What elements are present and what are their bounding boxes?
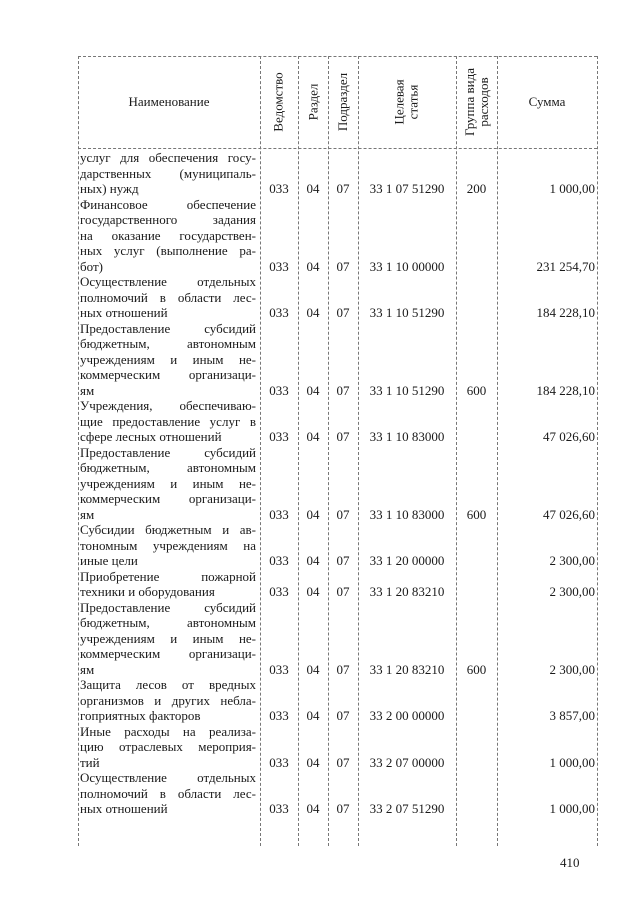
row-vedomstvo: 033	[269, 584, 289, 599]
row-vedomstvo: 033	[269, 429, 289, 444]
row-razdel: 04	[306, 382, 320, 398]
header-summa: Сумма	[528, 94, 566, 109]
row-name-line: тономным учреждениям на	[80, 537, 256, 553]
header-vedomstvo-label: Ведомство	[271, 72, 286, 132]
row-gruppa: 600	[466, 506, 487, 522]
row-summa: 47 026,60	[543, 429, 595, 444]
row-name-line: полномочий в области лес-	[80, 785, 256, 801]
row-name-line: коммерческим организаци-	[80, 646, 256, 661]
header-celevaya	[358, 56, 456, 148]
row-name	[80, 445, 256, 523]
row-name	[80, 724, 256, 771]
table-row	[78, 274, 597, 321]
row-name-line: ных) нужд	[80, 181, 139, 196]
page-number: 410	[560, 855, 580, 870]
row-name-line: техники и оборудования	[80, 584, 215, 599]
row-name-line: цию отраслевых мероприя-	[80, 739, 256, 754]
row-razdel: 04	[306, 584, 320, 599]
row-celevaya: 33 1 10 00000	[369, 258, 445, 274]
row-podrazdel: 07	[336, 661, 350, 677]
row-name-line: государственного задания	[80, 212, 256, 227]
table-row	[78, 770, 597, 817]
table-row	[78, 724, 597, 771]
header-name: Наименование	[128, 94, 210, 109]
row-name-line: организмов и других небла-	[80, 692, 256, 708]
row-summa: 231 254,70	[536, 258, 595, 274]
row-name-line: Осуществление отдельных	[80, 274, 256, 289]
row-celevaya: 33 1 10 51290	[369, 382, 445, 398]
row-name	[80, 398, 256, 445]
row-name-line: иные цели	[80, 553, 138, 568]
row-celevaya: 33 2 07 51290	[369, 801, 445, 816]
row-vedomstvo: 033	[269, 305, 289, 320]
row-name	[80, 321, 256, 399]
row-name-line: бюджетным, автономным	[80, 460, 256, 475]
row-vedomstvo: 033	[269, 708, 289, 723]
header-vedomstvo	[260, 56, 298, 148]
header-podrazdel-label: Подраздел	[335, 72, 351, 132]
row-name	[80, 197, 256, 275]
row-razdel: 04	[306, 553, 320, 568]
row-name-line: щие предоставление услуг в	[80, 413, 256, 429]
row-name-line: Учреждения, обеспечиваю-	[80, 398, 256, 413]
row-celevaya: 33 1 20 00000	[369, 553, 445, 568]
row-name-line: Предоставление субсидий	[80, 444, 256, 460]
row-celevaya: 33 1 07 51290	[369, 181, 445, 196]
row-podrazdel: 07	[336, 181, 350, 196]
table-row	[78, 569, 597, 600]
table-row	[78, 197, 597, 275]
row-summa: 184 228,10	[536, 305, 595, 320]
header-razdel-label: Раздел	[305, 83, 320, 121]
row-name	[80, 569, 256, 600]
row-razdel: 04	[306, 801, 320, 816]
row-podrazdel: 07	[336, 754, 350, 770]
header-podrazdel	[328, 56, 358, 148]
table-row	[78, 398, 597, 445]
row-vedomstvo: 033	[269, 181, 289, 196]
header-celevaya-label	[393, 79, 421, 124]
row-summa: 2 300,00	[549, 553, 595, 568]
row-name-line: Предоставление субсидий	[80, 320, 256, 336]
row-vedomstvo: 033	[269, 506, 289, 522]
row-name-line: Защита лесов от вредных	[80, 677, 256, 692]
row-podrazdel: 07	[336, 258, 350, 274]
row-summa: 47 026,60	[543, 506, 595, 522]
row-name-line: учреждениям и иным не-	[80, 351, 256, 367]
row-podrazdel: 07	[336, 382, 350, 398]
row-gruppa: 600	[466, 661, 487, 677]
row-summa: 184 228,10	[536, 382, 595, 398]
row-name-line: полномочий в области лес-	[80, 289, 256, 305]
row-name-line: ных отношений	[80, 801, 168, 816]
row-name	[80, 600, 256, 678]
row-celevaya: 33 1 10 51290	[369, 305, 445, 320]
row-name-line: бюджетным, автономным	[80, 336, 256, 351]
row-name-line: учреждениям и иным не-	[80, 475, 256, 491]
row-razdel: 04	[306, 181, 320, 196]
row-celevaya: 33 1 10 83000	[369, 429, 445, 444]
table-row	[78, 321, 597, 399]
header-celevaya-line2: статья	[405, 84, 421, 120]
header-celevaya-line1: Целевая	[391, 79, 407, 125]
row-vedomstvo: 033	[269, 661, 289, 677]
row-name-line: на оказание государствен-	[80, 227, 256, 243]
row-name-line: Осуществление отдельных	[80, 770, 256, 785]
row-podrazdel: 07	[336, 305, 350, 320]
row-vedomstvo: 033	[269, 382, 289, 398]
row-celevaya: 33 2 00 00000	[369, 708, 445, 723]
row-razdel: 04	[306, 506, 320, 522]
header-gruppa	[456, 56, 497, 148]
row-name-line: коммерческим организаци-	[80, 491, 256, 506]
row-name-line: тий	[80, 754, 100, 770]
row-vedomstvo: 033	[269, 754, 289, 770]
row-name-line: учреждениям и иным не-	[80, 630, 256, 646]
table-row	[78, 677, 597, 724]
row-name-line: ных отношений	[80, 305, 168, 320]
row-name-line: дарственных (муниципаль-	[80, 165, 256, 181]
row-vedomstvo: 033	[269, 258, 289, 274]
row-podrazdel: 07	[336, 584, 350, 599]
header-gruppa-label	[463, 68, 491, 136]
row-gruppa: 200	[466, 181, 487, 196]
row-summa: 3 857,00	[549, 708, 595, 723]
row-name-line: коммерческим организаци-	[80, 367, 256, 382]
table-row	[78, 445, 597, 523]
row-name	[80, 274, 256, 321]
row-razdel: 04	[306, 661, 320, 677]
row-name-line: Иные расходы на реализа-	[80, 723, 256, 739]
row-podrazdel: 07	[336, 708, 350, 723]
row-name-line: ям	[80, 661, 95, 677]
row-summa: 1 000,00	[549, 181, 595, 196]
row-celevaya: 33 1 10 83000	[369, 506, 445, 522]
row-podrazdel: 07	[336, 506, 350, 522]
header-gruppa-line1: Группа вида	[461, 68, 477, 136]
row-name	[80, 150, 256, 197]
row-razdel: 04	[306, 258, 320, 274]
row-name-line: услуг для обеспечения госу-	[80, 150, 256, 165]
row-name	[80, 770, 256, 817]
header-divider	[78, 148, 597, 149]
row-name	[80, 522, 256, 569]
row-summa: 1 000,00	[549, 801, 595, 816]
table-row	[78, 522, 597, 569]
header-gruppa-line2: расходов	[475, 77, 491, 127]
row-vedomstvo: 033	[269, 553, 289, 568]
row-summa: 2 300,00	[549, 584, 595, 599]
row-celevaya: 33 2 07 00000	[369, 754, 445, 770]
row-razdel: 04	[306, 754, 320, 770]
row-summa: 1 000,00	[549, 754, 595, 770]
row-name-line: сфере лесных отношений	[80, 429, 222, 444]
row-name-line: бюджетным, автономным	[80, 615, 256, 630]
row-name-line: Субсидии бюджетным и ав-	[80, 522, 256, 537]
row-vedomstvo: 033	[269, 801, 289, 816]
row-razdel: 04	[306, 708, 320, 723]
row-celevaya: 33 1 20 83210	[369, 584, 445, 599]
row-razdel: 04	[306, 305, 320, 320]
row-name-line: ных услуг (выполнение ра-	[80, 243, 256, 258]
row-name-line: ям	[80, 506, 95, 522]
row-podrazdel: 07	[336, 801, 350, 816]
row-podrazdel: 07	[336, 553, 350, 568]
row-name-line: Предоставление субсидий	[80, 599, 256, 615]
row-name-line: Финансовое обеспечение	[80, 196, 256, 212]
table-row	[78, 600, 597, 678]
row-gruppa: 600	[466, 382, 487, 398]
table-row	[78, 150, 597, 197]
row-summa: 2 300,00	[549, 661, 595, 677]
row-name-line: ям	[80, 382, 95, 398]
row-name	[80, 677, 256, 724]
row-name-line: бот)	[80, 258, 103, 274]
row-celevaya: 33 1 20 83210	[369, 661, 445, 677]
header-razdel	[298, 56, 328, 148]
row-name-line: гоприятных факторов	[80, 708, 201, 723]
row-razdel: 04	[306, 429, 320, 444]
row-name-line: Приобретение пожарной	[80, 568, 256, 584]
row-podrazdel: 07	[336, 429, 350, 444]
table-border-right	[597, 56, 598, 846]
